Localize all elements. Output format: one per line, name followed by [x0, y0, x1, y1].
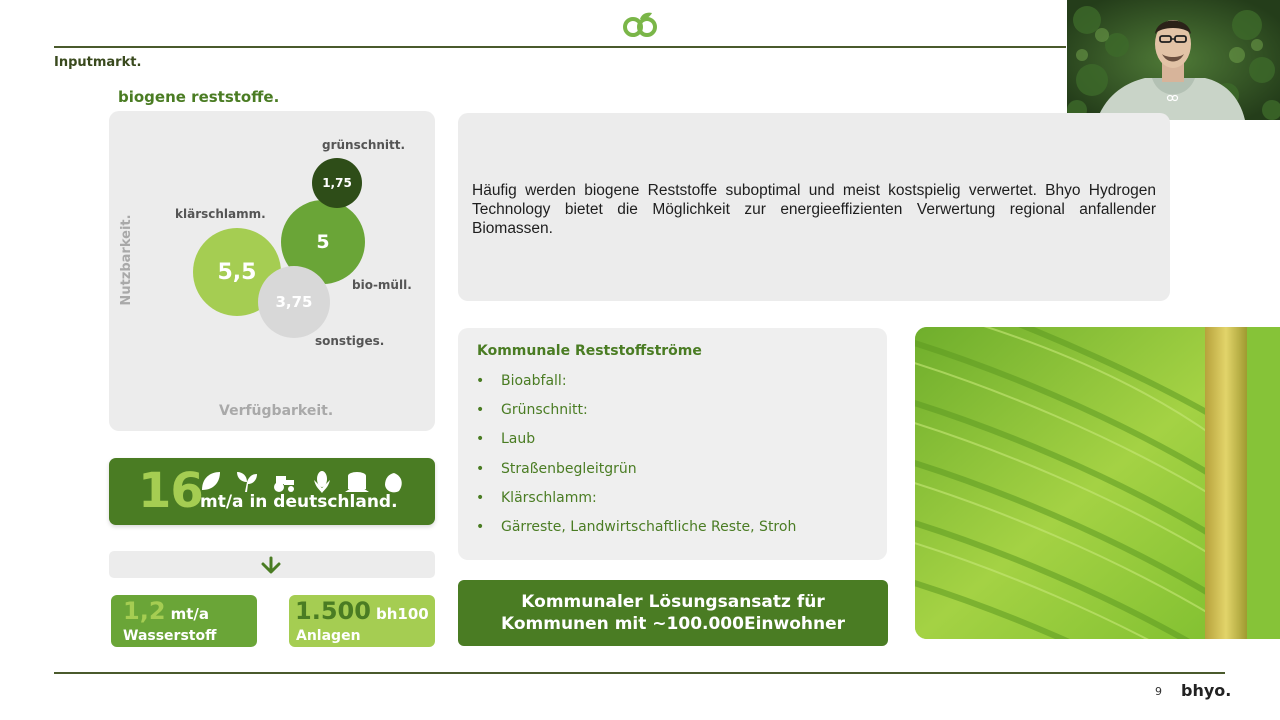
- list-item: • Straßenbegleitgrün: [476, 460, 637, 477]
- list-item: • Gärreste, Landwirtschaftliche Reste, Stroh: [476, 518, 797, 535]
- bubble-value: 3,75: [275, 293, 313, 311]
- stat-icons: [200, 470, 410, 494]
- mini-stat-label: Wasserstoff: [123, 628, 217, 644]
- list-item: • Klärschlamm:: [476, 489, 597, 506]
- mini-stat-unit: bh100: [376, 605, 429, 623]
- sprout-icon: [237, 472, 257, 492]
- mini-stat-number: 1,2: [123, 597, 166, 625]
- sub-title: biogene reststoffe.: [118, 88, 280, 106]
- mini-stat-label: Anlagen: [296, 628, 361, 644]
- bhyo-logo-icon: [622, 10, 658, 38]
- bubble-sonstiges: [258, 266, 330, 338]
- bubble-value: 5: [316, 231, 330, 253]
- bubble-label: grünschnitt.: [322, 138, 406, 152]
- webcam-video: [1067, 0, 1280, 120]
- list-item: • Bioabfall:: [476, 373, 567, 389]
- footer-divider: [54, 672, 1225, 674]
- header-divider: [54, 46, 1066, 48]
- residue-list: [476, 372, 796, 547]
- y-axis-label: [108, 210, 144, 310]
- section-title: Inputmarkt.: [54, 55, 142, 70]
- list-heading: Kommunale Reststoffströme: [477, 343, 702, 359]
- description-text: Häufig werden biogene Reststoffe suboptimal und meist kostspielig verwertet. Bhyo Hydrogen Technology bietet die Möglichkeit zur energieeffizienten Verwertung regional anfallender Biomassen.: [472, 182, 1156, 237]
- page-number: 9: [1155, 685, 1162, 698]
- bubble-label: klärschlamm.: [175, 207, 266, 221]
- seed-icon: [385, 473, 402, 492]
- leaf-photo: [915, 327, 1280, 639]
- mini-stat-plants: [289, 595, 435, 647]
- leaf-icon: [202, 472, 220, 490]
- svg-text:Nutzbarkeit.: Nutzbarkeit.: [119, 214, 134, 306]
- brand-logo: bhyo.: [1181, 681, 1232, 700]
- bubble-value: 5,5: [217, 259, 257, 285]
- stat-text: mt/a in deutschland.: [200, 492, 398, 512]
- solution-banner-text: Kommunaler Lösungsansatz für Kommunen mit ~100.000Einwohner: [500, 592, 846, 634]
- bubble-gruenschnitt: [312, 158, 362, 208]
- tractor-icon: [274, 476, 294, 492]
- bubble-value: 1,75: [322, 176, 352, 190]
- list-item: • Grünschnitt:: [476, 402, 588, 419]
- arrow-down-icon: [259, 556, 283, 574]
- stat-number: 16: [138, 463, 203, 519]
- tree-stump-icon: [345, 472, 369, 492]
- bubble-label: bio-müll.: [352, 278, 412, 292]
- x-axis-label: Verfügbarkeit.: [219, 403, 334, 419]
- corn-icon: [314, 471, 330, 493]
- mini-stat-hydrogen: [111, 595, 257, 647]
- bubble-label: sonstiges.: [315, 334, 385, 348]
- mini-stat-number: 1.500: [295, 597, 371, 625]
- mini-stat-unit: mt/a: [170, 605, 210, 623]
- list-item: • Laub: [476, 431, 536, 448]
